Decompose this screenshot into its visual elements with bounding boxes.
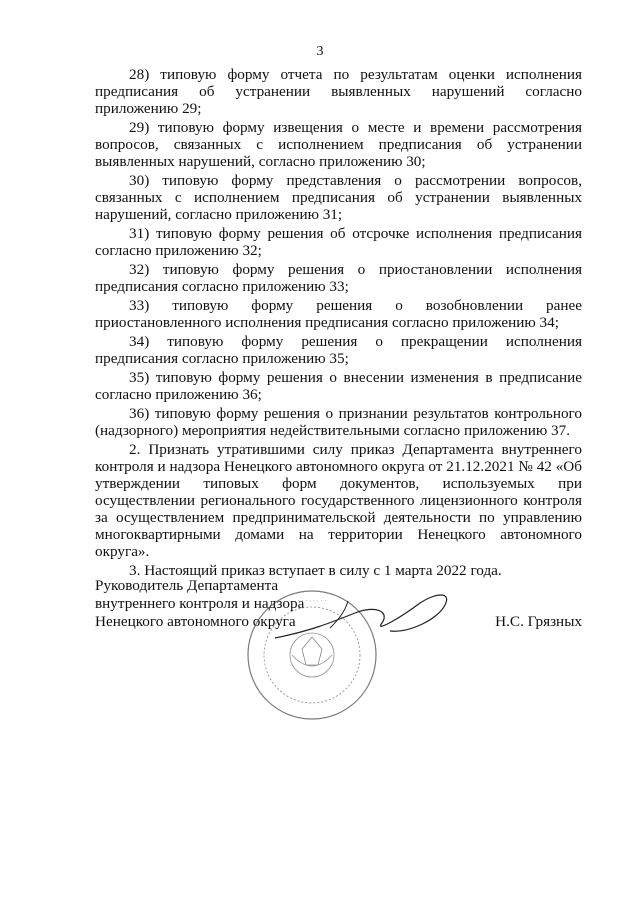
list-item: 31) типовую форму решения об отсрочке исполнения предписания согласно приложению 32;: [95, 225, 582, 259]
effective-date-paragraph: 3. Настоящий приказ вступает в силу с 1 марта 2022 года.: [129, 562, 502, 579]
list-item: 32) типовую форму решения о приостановлении исполнения предписания согласно приложению 33;: [95, 261, 582, 295]
signer-title-line-3: Ненецкого автономного округа: [95, 613, 296, 630]
signer-name: Н.С. Грязных: [495, 613, 582, 630]
handwritten-signature: [270, 583, 470, 653]
repeal-paragraph: 2. Признать утратившими силу приказ Департамента внутреннего контроля и надзора Ненецкого автономного округа от 21.12.2021 № 42 «Об утверждении типовых форм документов, используемых при осуществлении регионального государственного лицензионного контроля за осуществлением предпринимательской деятельности по управлению многоквартирными домами на территории Ненецкого автономного округа».: [95, 441, 582, 560]
list-item: 35) типовую форму решения о внесении изменения в предписание согласно приложению 36;: [95, 369, 582, 403]
signer-title-line-1: Руководитель Департамента: [95, 577, 279, 594]
page-number: 3: [316, 44, 324, 59]
signer-title-line-2: внутреннего контроля и надзора: [95, 595, 305, 612]
list-item: 29) типовую форму извещения о месте и времени рассмотрения вопросов, связанных с исполнением предписания об устранении выявленных нарушений, согласно приложению 30;: [95, 119, 582, 170]
list-item: 33) типовую форму решения о возобновлении ранее приостановленного исполнения предписания согласно приложению 34;: [95, 297, 582, 331]
list-item: 34) типовую форму решения о прекращении исполнения предписания согласно приложению 35;: [95, 333, 582, 367]
svg-text:· · · · · · · ·: · · · · · · · ·: [297, 598, 327, 605]
list-item: 36) типовую форму решения о признании результатов контрольного (надзорного) мероприятия недействительными согласно приложению 37.: [95, 405, 582, 439]
list-item: 28) типовую форму отчета по результатам оценки исполнения предписания об устранении выявленных нарушений согласно приложению 29;: [95, 66, 582, 117]
document-body: [95, 66, 582, 581]
list-item: 30) типовую форму представления о рассмотрении вопросов, связанных с исполнением предписания об устранении выявленных нарушений, согласно приложению 31;: [95, 172, 582, 223]
